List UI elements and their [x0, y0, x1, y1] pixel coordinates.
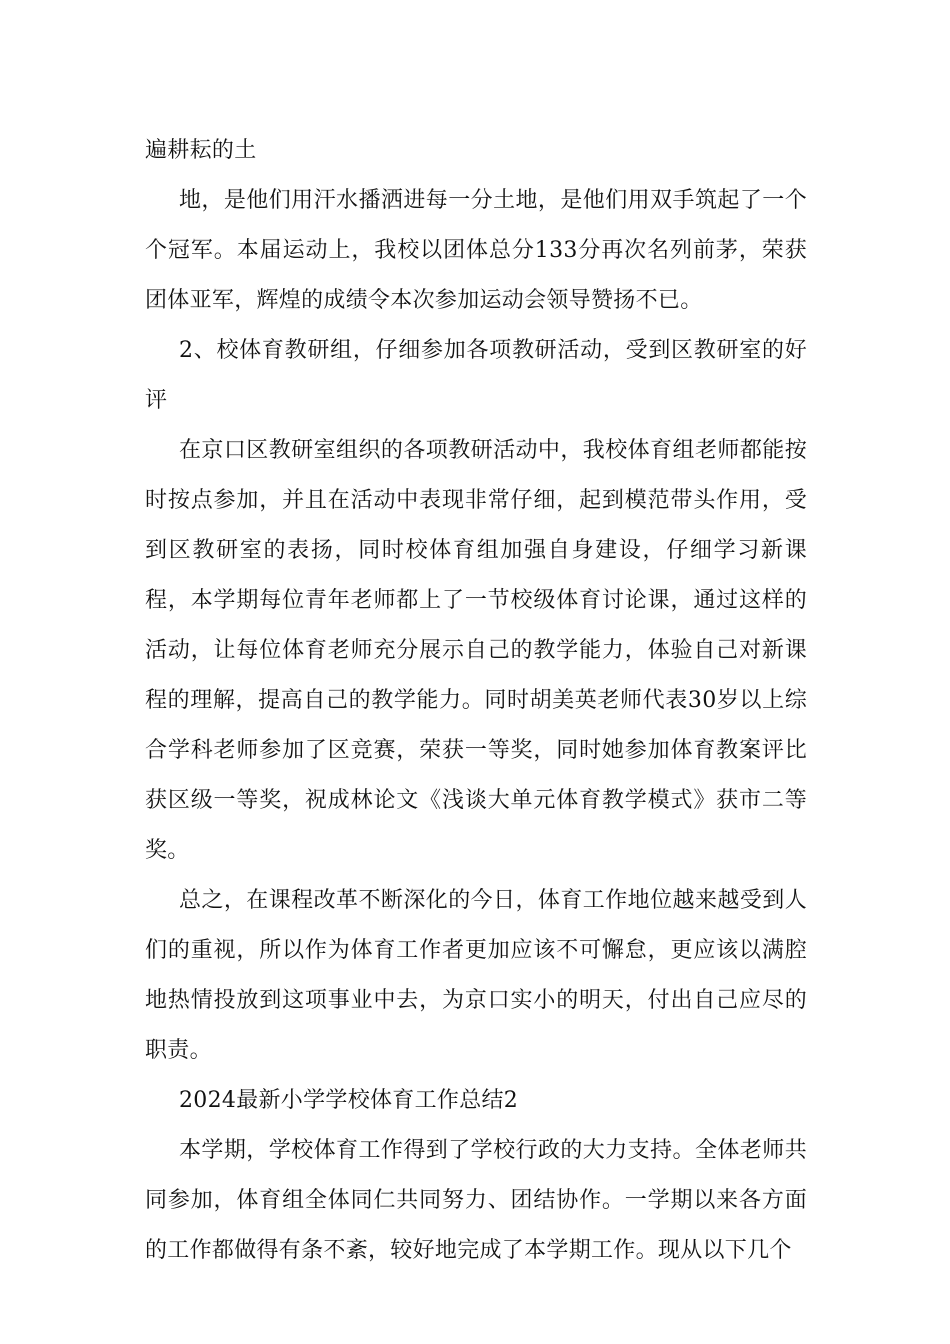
paragraph-research-activities: 在京口区教研室组织的各项教研活动中，我校体育组老师都能按时按点参加，并且在活动中表现非常仔细，起到模范带头作用，受到区教研室的表扬，同时校体育组加强自身建设，仔细学习新课程，本学期每位青年老师都上了一节校级体育讨论课，通过这样的活动，让每位体育老师充分展示自己的教学能力，体验自己对新课程的理解，提高自己的教学能力。同时胡美英老师代表30岁以上综合学科老师参加了区竞赛，荣获一等奖，同时她参加体育教案评比获区级一等奖，祝成林论文《浅谈大单元体育教学模式》获市二等奖。	[145, 438, 807, 863]
article-title-summary-2: 2024最新小学学校体育工作总结2	[179, 1088, 519, 1113]
paragraph-continued-fragment: 遍耕耘的土	[145, 138, 257, 163]
document-body	[145, 126, 807, 1276]
paragraph-semester-intro: 本学期，学校体育工作得到了学校行政的大力支持。全体老师共同参加，体育组全体同仁共同努力、团结协作。一学期以来各方面的工作都做得有条不紊，较好地完成了本学期工作。现从以下几个	[145, 1138, 807, 1263]
paragraph-conclusion: 总之，在课程改革不断深化的今日，体育工作地位越来越受到人们的重视，所以作为体育工作者更加应该不可懈怠，更应该以满腔地热情投放到这项事业中去，为京口实小的明天，付出自己应尽的职责。	[145, 888, 807, 1063]
paragraph-sports-meet-result: 地，是他们用汗水播洒进每一分土地，是他们用双手筑起了一个个冠军。本届运动上，我校以团体总分133分再次名列前茅，荣获团体亚军，辉煌的成绩令本次参加运动会领导赞扬不已。	[145, 188, 807, 313]
section-heading-research-group: 2、校体育教研组，仔细参加各项教研活动，受到区教研室的好评	[145, 338, 807, 413]
